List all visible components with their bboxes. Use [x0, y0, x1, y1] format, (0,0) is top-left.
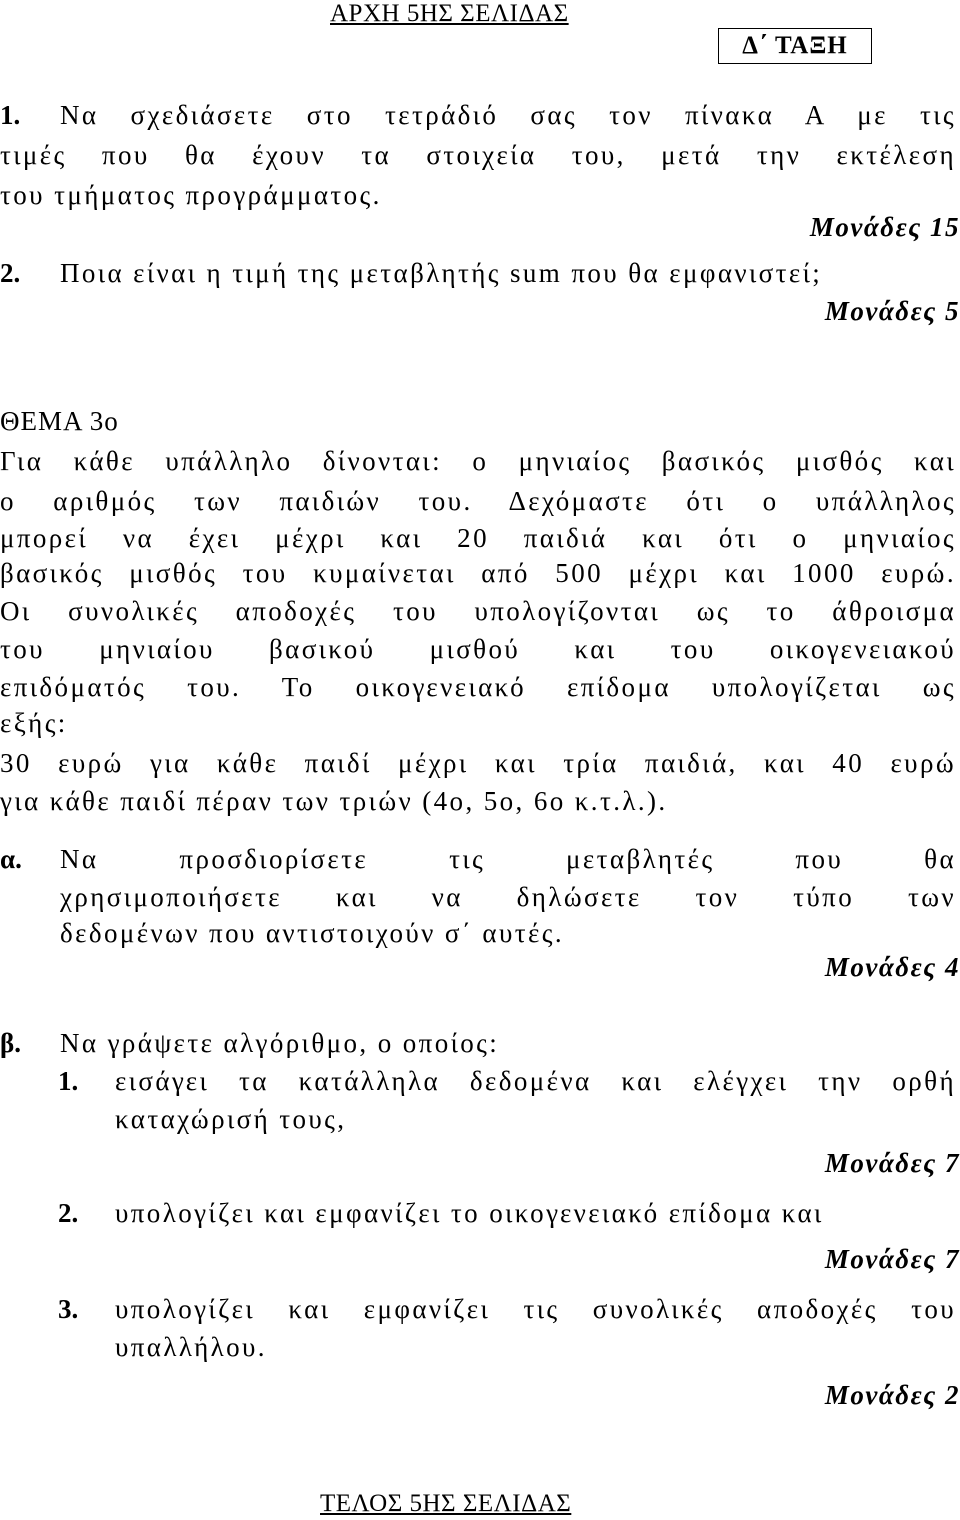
- subquestion-b-item-3-line-2: υπαλλήλου.: [115, 1332, 267, 1362]
- question-2-text: Ποια είναι η τιμή της μεταβλητής sum που θα εμφανιστεί;: [60, 258, 823, 288]
- subquestion-b-intro: Να γράψετε αλγόριθμο, ο οποίος:: [60, 1028, 500, 1058]
- theme-3-paragraph-line-7: επιδόματός του. Το οικογενειακό επίδομα υπολογίζεται ως: [0, 672, 956, 702]
- subquestion-b-item-2-number: 2.: [58, 1198, 79, 1228]
- theme-3-paragraph-line-6: του μηνιαίου βασικού μισθού και του οικογενειακού: [0, 634, 956, 664]
- subquestion-a-line-2: χρησιμοποιήσετε και να δηλώσετε τον τύπο των: [60, 882, 956, 912]
- subquestion-a-line-1: Να προσδιορίσετε τις μεταβλητές που θα: [60, 844, 956, 874]
- subquestion-a-marks: Μονάδες 4: [824, 952, 960, 982]
- theme-3-title: ΘΕΜΑ 3ο: [0, 406, 119, 436]
- subquestion-b-item-1-number: 1.: [58, 1066, 79, 1096]
- theme-3-paragraph-line-4: βασικός μισθός του κυμαίνεται από 500 μέχρι και 1000 ευρώ.: [0, 558, 956, 588]
- question-2-marks: Μονάδες 5: [824, 296, 960, 326]
- question-1-line-1: Να σχεδιάσετε στο τετράδιό σας τον πίνακα Α με τις: [60, 100, 956, 130]
- subquestion-a-line-3: δεδομένων που αντιστοιχούν σ΄ αυτές.: [60, 918, 564, 948]
- theme-3-rule-line-2: για κάθε παιδί πέραν των τριών (4ο, 5ο, 6ο κ.τ.λ.).: [0, 786, 668, 816]
- subquestion-b-item-2-marks: Μονάδες 7: [824, 1244, 960, 1274]
- subquestion-b-item-3-marks: Μονάδες 2: [824, 1380, 960, 1410]
- subquestion-b-item-3-line-1: υπολογίζει και εμφανίζει τις συνολικές αποδοχές του: [115, 1294, 956, 1324]
- theme-3-paragraph-line-3: μπορεί να έχει μέχρι και 20 παιδιά και ότι ο μηνιαίος: [0, 523, 956, 553]
- theme-3-paragraph-line-5: Οι συνολικές αποδοχές του υπολογίζονται ως το άθροισμα: [0, 596, 956, 626]
- question-1-line-2: τιμές που θα έχουν τα στοιχεία του, μετά την εκτέλεση: [0, 140, 956, 170]
- question-2-number: 2.: [0, 258, 21, 288]
- question-1-line-3: του τμήματος προγράμματος.: [0, 180, 382, 210]
- subquestion-b-item-1-line-1: εισάγει τα κατάλληλα δεδομένα και ελέγχει την ορθή: [115, 1066, 956, 1096]
- question-1-number: 1.: [0, 100, 21, 130]
- subquestion-b-item-2-line-1: υπολογίζει και εμφανίζει το οικογενειακό επίδομα και: [115, 1198, 824, 1228]
- theme-3-paragraph-line-8: εξής:: [0, 708, 68, 738]
- subquestion-b-label: β.: [0, 1028, 21, 1058]
- page-header: ΑΡΧΗ 5ΗΣ ΣΕΛΙΔΑΣ: [330, 0, 569, 27]
- subquestion-a-label: α.: [0, 844, 22, 874]
- theme-3-rule-line-1: 30 ευρώ για κάθε παιδί μέχρι και τρία παιδιά, και 40 ευρώ: [0, 748, 956, 778]
- subquestion-b-item-1-line-2: καταχώρισή τους,: [115, 1104, 347, 1134]
- theme-3-paragraph-line-1: Για κάθε υπάλληλο δίνονται: ο μηνιαίος βασικός μισθός και: [0, 446, 956, 476]
- subquestion-b-item-1-marks: Μονάδες 7: [824, 1148, 960, 1178]
- question-1-marks: Μονάδες 15: [809, 212, 960, 242]
- subquestion-b-item-3-number: 3.: [58, 1294, 79, 1324]
- theme-3-paragraph-line-2: ο αριθμός των παιδιών του. Δεχόμαστε ότι ο υπάλληλος: [0, 486, 956, 516]
- page-footer: ΤΕΛΟΣ 5ΗΣ ΣΕΛΙΔΑΣ: [320, 1490, 572, 1517]
- class-label-box: Δ΄ ΤΑΞΗ: [718, 28, 872, 64]
